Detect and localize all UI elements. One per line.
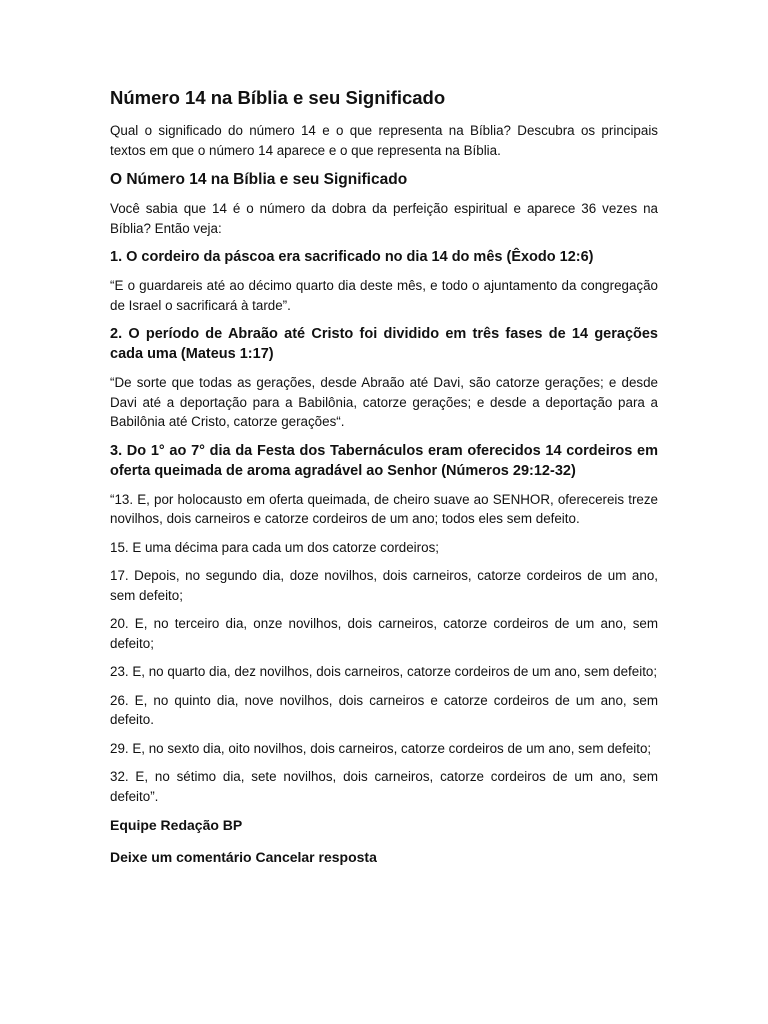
verse-23: 23. E, no quarto dia, dez novilhos, dois carneiros, catorze cordeiros de um ano, sem defeito; [110, 664, 658, 679]
verse-20: 20. E, no terceiro dia, onze novilhos, dois carneiros, catorze cordeiros de um ano, sem defeito; [110, 616, 658, 651]
verse-26: 26. E, no quinto dia, nove novilhos, dois carneiros e catorze cordeiros de um ano, sem defeito. [110, 692, 658, 727]
verse-32: 32. E, no sétimo dia, sete novilhos, dois carneiros, catorze cordeiros de um ano, sem defeito”. [110, 769, 658, 804]
author-credit: Equipe Redação BP [110, 817, 243, 833]
document-title: Número 14 na Bíblia e seu Significado [110, 87, 446, 108]
section-1-heading: 1. O cordeiro da páscoa era sacrificado no dia 14 do mês (Êxodo 12:6) [110, 249, 594, 265]
verse-15: 15. E uma décima para cada um dos catorze cordeiros; [110, 539, 439, 555]
section-2-heading: 2. O período de Abraão até Cristo foi dividido em três fases de 14 gerações cada uma (Mateus 1:17) [110, 326, 658, 362]
comment-prompt: Deixe um comentário Cancelar resposta [110, 849, 377, 865]
verse-29: 29. E, no sexto dia, oito novilhos, dois carneiros, catorze cordeiros de um ano, sem defeito; [110, 740, 652, 756]
section-1-quote: “E o guardareis até ao décimo quarto dia deste mês, e todo o ajuntamento da congregação de Israel o sacrificará à tarde”. [110, 278, 658, 313]
intro-paragraph: Qual o significado do número 14 e o que representa na Bíblia? Descubra os principais textos em que o número 14 aparece e o que representa na Bíblia. [110, 123, 658, 158]
section-2-quote: “De sorte que todas as gerações, desde Abraão até Davi, são catorze gerações; e desde Davi até a deportação para a Babilônia, catorze gerações; e desde a deportação para a Babilônia até Cristo, catorze gerações“. [110, 375, 658, 429]
lead-paragraph: Você sabia que 14 é o número da dobra da perfeição espiritual e aparece 36 vezes na Bíblia? Então veja: [110, 201, 658, 236]
verse-17: 17. Depois, no segundo dia, doze novilhos, dois carneiros, catorze cordeiros de um ano, sem defeito; [110, 568, 658, 603]
section-3-heading: 3. Do 1° ao 7° dia da Festa dos Tabernáculos eram oferecidos 14 cordeiros em oferta queimada de aroma agradável ao Senhor (Números 29:12-32) [110, 442, 658, 479]
section-subtitle: O Número 14 na Bíblia e seu Significado [110, 171, 408, 188]
verse-13: “13. E, por holocausto em oferta queimada, de cheiro suave ao SENHOR, oferecereis treze novilhos, dois carneiros e catorze cordeiros de um ano; todos eles sem defeito. [110, 491, 658, 526]
document-page [110, 86, 658, 879]
